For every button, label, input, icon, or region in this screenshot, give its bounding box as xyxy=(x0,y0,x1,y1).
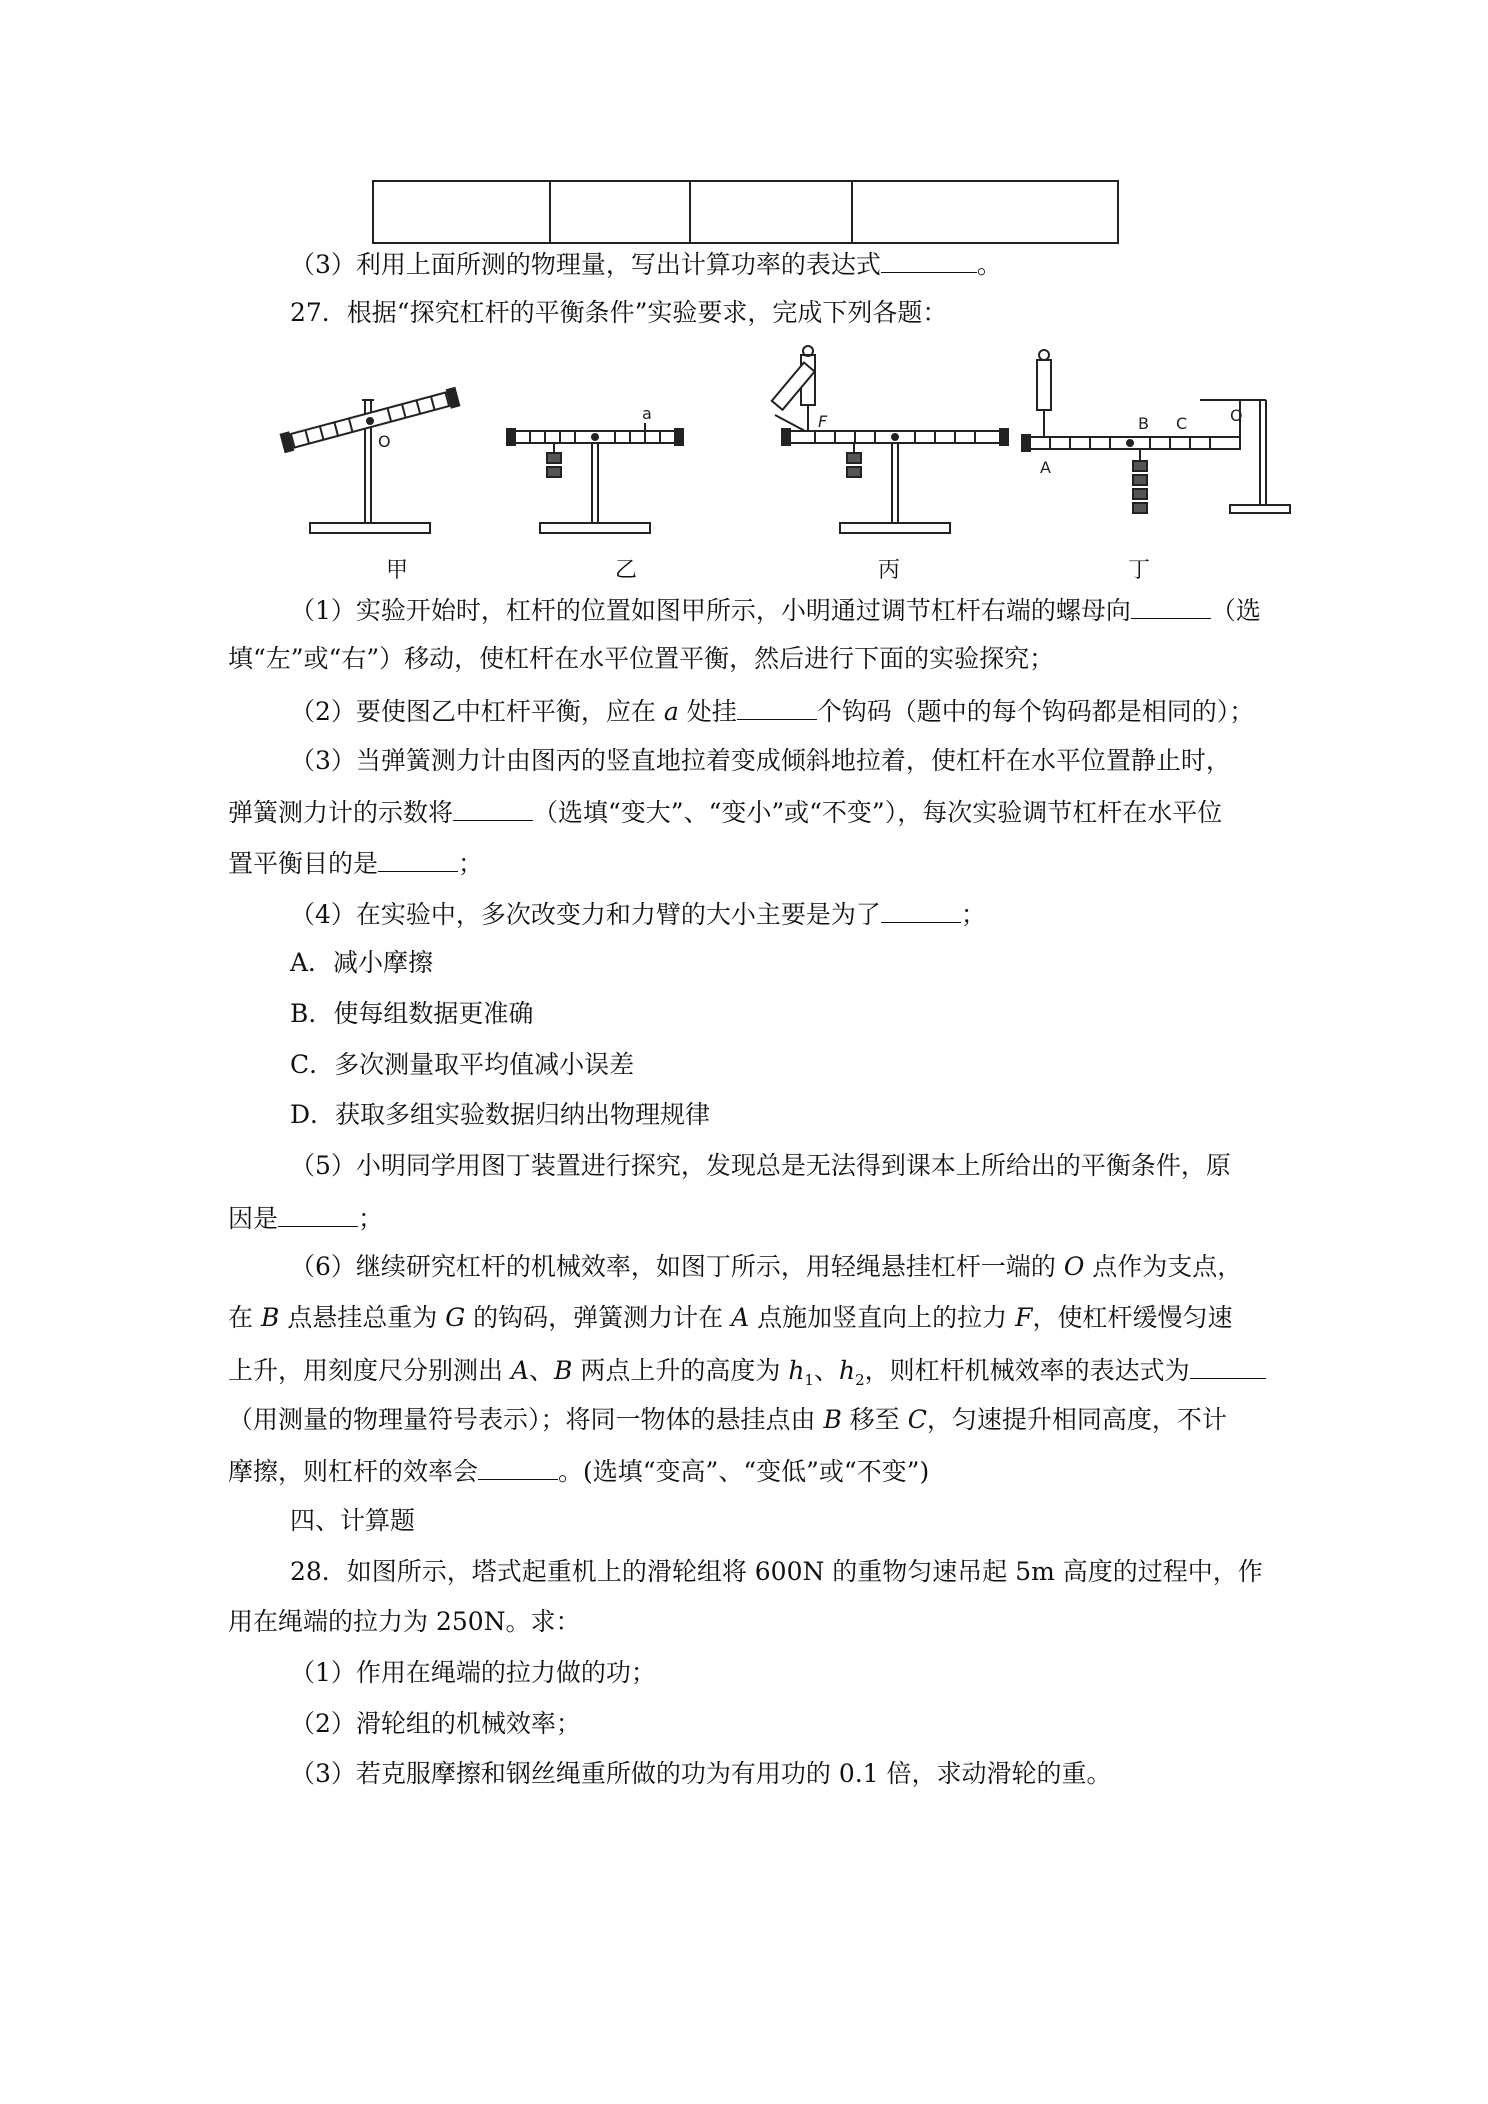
q27-title: 27．根据“探究杠杆的平衡条件”实验要求，完成下列各题： xyxy=(290,298,948,327)
option-d: D．获取多组实验数据归纳出物理规律 xyxy=(290,1100,711,1129)
q27-s6-line4: （用测量的物理量符号表示）；将同一物体的悬挂点由 B 移至 C，匀速提升相同高度，不计 xyxy=(228,1405,1227,1434)
caption-bing: 丙 xyxy=(878,558,901,583)
q27-s1-line1: （1）实验开始时，杠杆的位置如图甲所示，小明通过调节杠杆右端的螺母向 （选 xyxy=(290,592,1261,628)
q28-line2: 用在绳端的拉力为 250N。求： xyxy=(228,1607,581,1636)
q26-sub3: （3）利用上面所测的物理量，写出计算功率的表达式 。 xyxy=(290,246,1002,282)
caption-jia: 甲 xyxy=(386,558,409,583)
label-o-ding: O xyxy=(1230,406,1243,425)
data-table-remnant xyxy=(372,180,1119,244)
q27-s5-line2: 因是 ； xyxy=(228,1200,383,1236)
table-cell xyxy=(373,181,550,243)
option-a: A．减小摩擦 xyxy=(290,948,434,977)
q28-s3: （3）若克服摩擦和钢丝绳重所做的功为有用功的 0.1 倍，求动滑轮的重。 xyxy=(290,1759,1112,1788)
q28-s1: （1）作用在绳端的拉力做的功； xyxy=(290,1658,656,1687)
lever-figure-svg xyxy=(270,345,1310,580)
q27-s2: （2）要使图乙中杠杆平衡，应在 a 处挂 个钩码（题中的每个钩码都是相同的）； xyxy=(290,693,1254,729)
section-heading: 四、计算题 xyxy=(290,1506,416,1535)
q27-s3-line1: （3）当弹簧测力计由图丙的竖直地拉着变成倾斜地拉着，使杠杆在水平位置静止时， xyxy=(290,746,1231,775)
figure-bing xyxy=(772,346,1008,533)
table-cell xyxy=(852,181,1118,243)
figure-ding xyxy=(1022,350,1290,513)
q27-s6-line2: 在 B 点悬挂总重为 G 的钩码，弹簧测力计在 A 点施加竖直向上的拉力 F，使杠杆缓慢匀速 xyxy=(228,1303,1233,1332)
table-cell xyxy=(690,181,852,243)
q27-s6-line1: （6）继续研究杠杆的机械效率，如图丁所示，用轻绳悬挂杠杆一端的 O 点作为支点， xyxy=(290,1252,1243,1281)
q27-s4: （4）在实验中，多次改变力和力臂的大小主要是为了 ； xyxy=(290,896,986,932)
q27-s6-line5: 摩擦，则杠杆的效率会 。(选填“变高”、“变低”或“不变”) xyxy=(228,1453,929,1489)
q27-s6-line3: 上升，用刻度尺分别测出 A、B 两点上升的高度为 $h_1$、$h_2$，则杠杆机械效率的表达式为 xyxy=(228,1352,1266,1397)
label-a: a xyxy=(642,404,652,423)
q28-s2: （2）滑轮组的机械效率； xyxy=(290,1709,581,1738)
option-b: B．使每组数据更准确 xyxy=(290,999,534,1028)
label-b-ding: B xyxy=(1138,414,1149,433)
q27-s5-line1: （5）小明同学用图丁装置进行探究，发现总是无法得到课本上所给出的平衡条件，原 xyxy=(290,1151,1231,1180)
label-c-ding: C xyxy=(1176,414,1188,433)
label-f: F xyxy=(818,412,828,431)
figure-yi xyxy=(507,423,683,533)
table-cell xyxy=(550,181,690,243)
label-o-jia: O xyxy=(378,432,391,451)
q28-line1: 28．如图所示，塔式起重机上的滑轮组将 600N 的重物匀速吊起 5m 高度的过程中，作 xyxy=(290,1557,1263,1586)
caption-yi: 乙 xyxy=(615,558,638,583)
q27-s3-line3: 置平衡目的是 ； xyxy=(228,845,483,881)
figure-jia xyxy=(281,388,460,533)
caption-ding: 丁 xyxy=(1128,558,1151,583)
lever-experiment-figure xyxy=(270,345,1310,580)
q27-s1-line2: 填“左”或“右”）移动，使杠杆在水平位置平衡，然后进行下面的实验探究； xyxy=(228,644,1055,673)
option-c: C．多次测量取平均值减小误差 xyxy=(290,1050,635,1079)
label-a-ding: A xyxy=(1040,458,1051,477)
q27-s3-line2: 弹簧测力计的示数将 （选填“变大”、“变小”或“不变”），每次实验调节杠杆在水平位 xyxy=(228,794,1222,830)
